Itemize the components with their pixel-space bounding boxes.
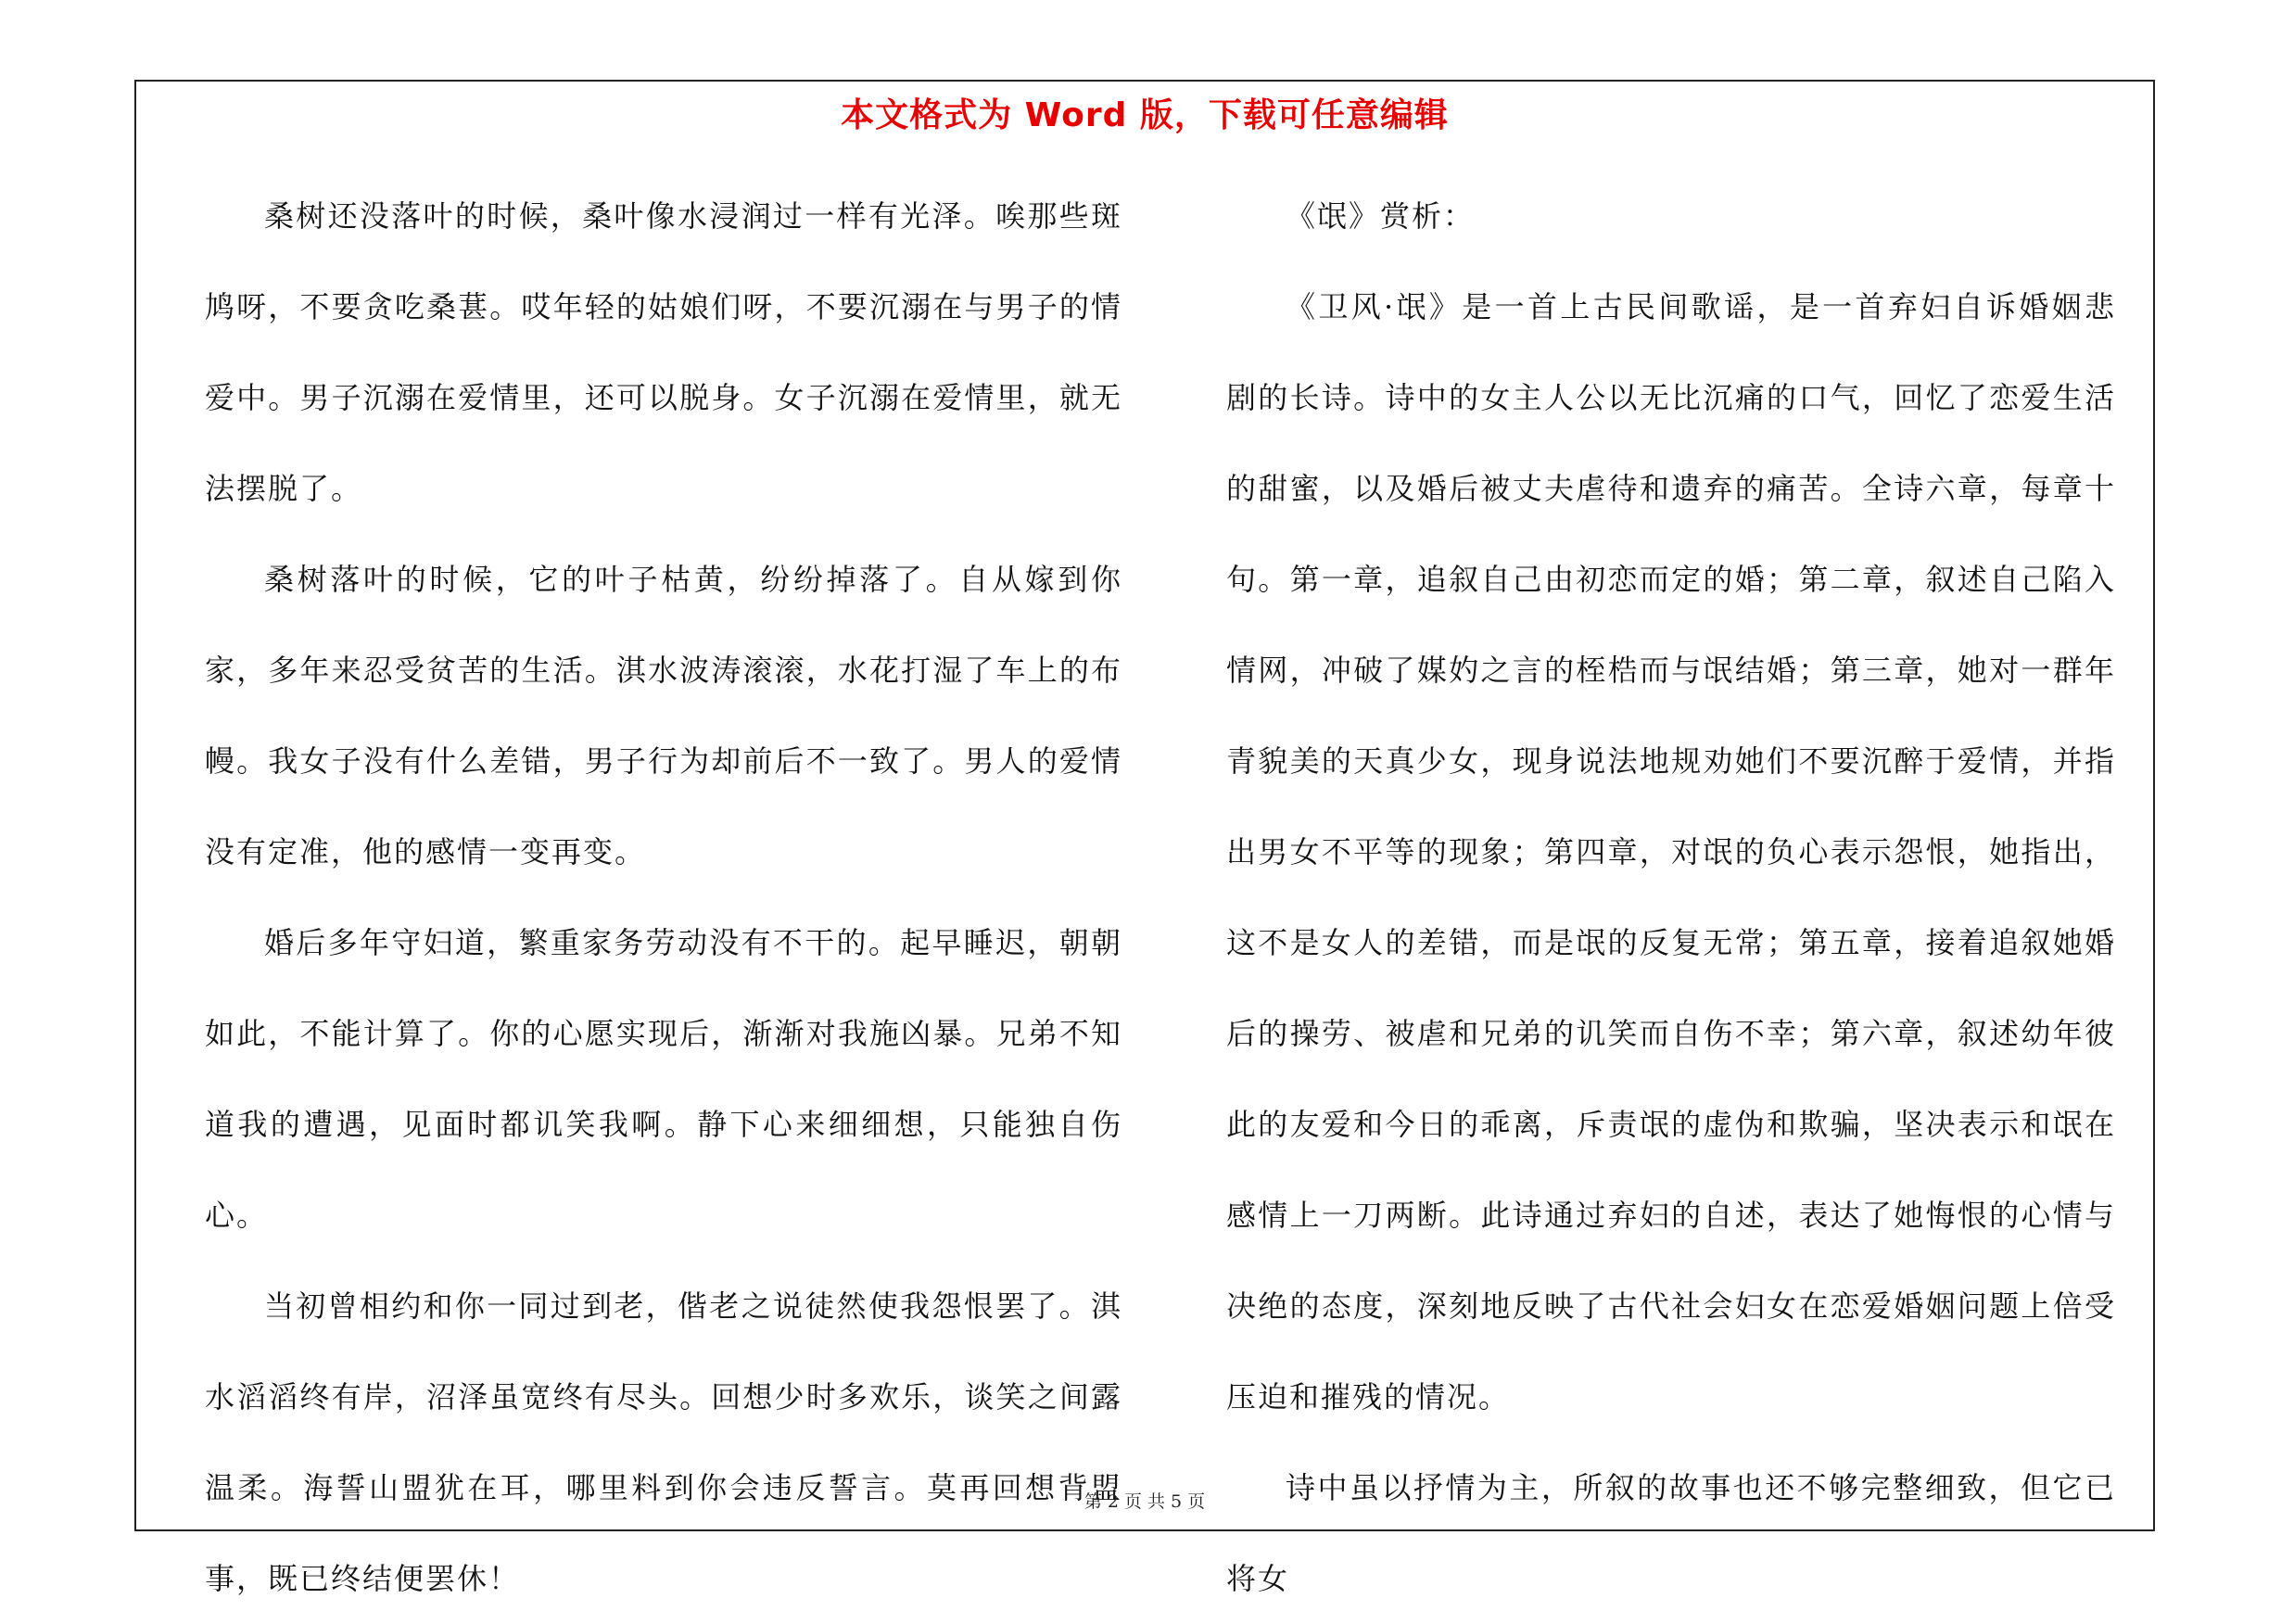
body-paragraph: 《卫风·氓》是一首上古民间歌谣，是一首弃妇自诉婚姻悲剧的长诗。诗中的女主人公以无比沉痛的口气，回忆了恋爱生活的甜蜜，以及婚后被丈夫虐待和遗弃的痛苦。全诗六章，每章十句。第一章，追叙自己由初恋而定的婚；第二章，叙述自己陷入情网，冲破了媒妁之言的桎梏而与氓结婚；第三章，她对一群年青貌美的天真少女，现身说法地规劝她们不要沉醉于爱情，并指出男女不平等的现象；第四章，对氓的负心表示怨恨，她指出，这不是女人的差错，而是氓的反复无常；第五章，接着追叙她婚后的操劳、被虐和兄弟的讥笑而自伤不幸；第六章，叙述幼年彼此的友爱和今日的乖离，斥责氓的虚伪和欺骗，坚决表示和氓在感情上一刀两断。此诗通过弃妇的自述，表达了她悔恨的心情与决绝的态度，深刻地反映了古代社会妇女在恋爱婚姻问题上倍受压迫和摧残的情况。 bbox=[1226, 289, 2116, 1415]
section-heading: 《氓》赏析： bbox=[1286, 198, 1476, 234]
body-paragraph: 当初曾相约和你一同过到老，偕老之说徒然使我怨恨罢了。淇水滔滔终有岸，沼泽虽宽终有尽头。回想少时多欢乐，谈笑之间露温柔。海誓山盟犹在耳，哪里料到你会违反誓言。莫再回想背盟事，既已终结便罢休！ bbox=[205, 1288, 1122, 1596]
right-column bbox=[1226, 171, 2116, 1624]
body-paragraph: 桑树还没落叶的时候，桑叶像水浸润过一样有光泽。唉那些斑鸠呀，不要贪吃桑葚。哎年轻的姑娘们呀，不要沉溺在与男子的情爱中。男子沉溺在爱情里，还可以脱身。女子沉溺在爱情里，就无法摆脱了。 bbox=[205, 198, 1122, 506]
left-column bbox=[205, 171, 1122, 1624]
page-frame bbox=[134, 80, 2155, 1596]
page-number-footer: 第 2 页 共 5 页 bbox=[1084, 1491, 1206, 1512]
format-banner: 本文格式为 Word 版，下载可任意编辑 bbox=[841, 96, 1449, 134]
body-paragraph: 桑树落叶的时候，它的叶子枯黄，纷纷掉落了。自从嫁到你家，多年来忍受贫苦的生活。淇水波涛滚滚，水花打湿了车上的布幔。我女子没有什么差错，男子行为却前后不一致了。男人的爱情没有定准，他的感情一变再变。 bbox=[205, 562, 1122, 869]
body-paragraph: 诗中虽以抒情为主，所叙的故事也还不够完整细致，但它已将女 bbox=[1226, 1470, 2116, 1596]
body-paragraph: 婚后多年守妇道，繁重家务劳动没有不干的。起早睡迟，朝朝如此，不能计算了。你的心愿实现后，渐渐对我施凶暴。兄弟不知道我的遭遇，见面时都讥笑我啊。静下心来细细想，只能独自伤心。 bbox=[205, 925, 1122, 1233]
